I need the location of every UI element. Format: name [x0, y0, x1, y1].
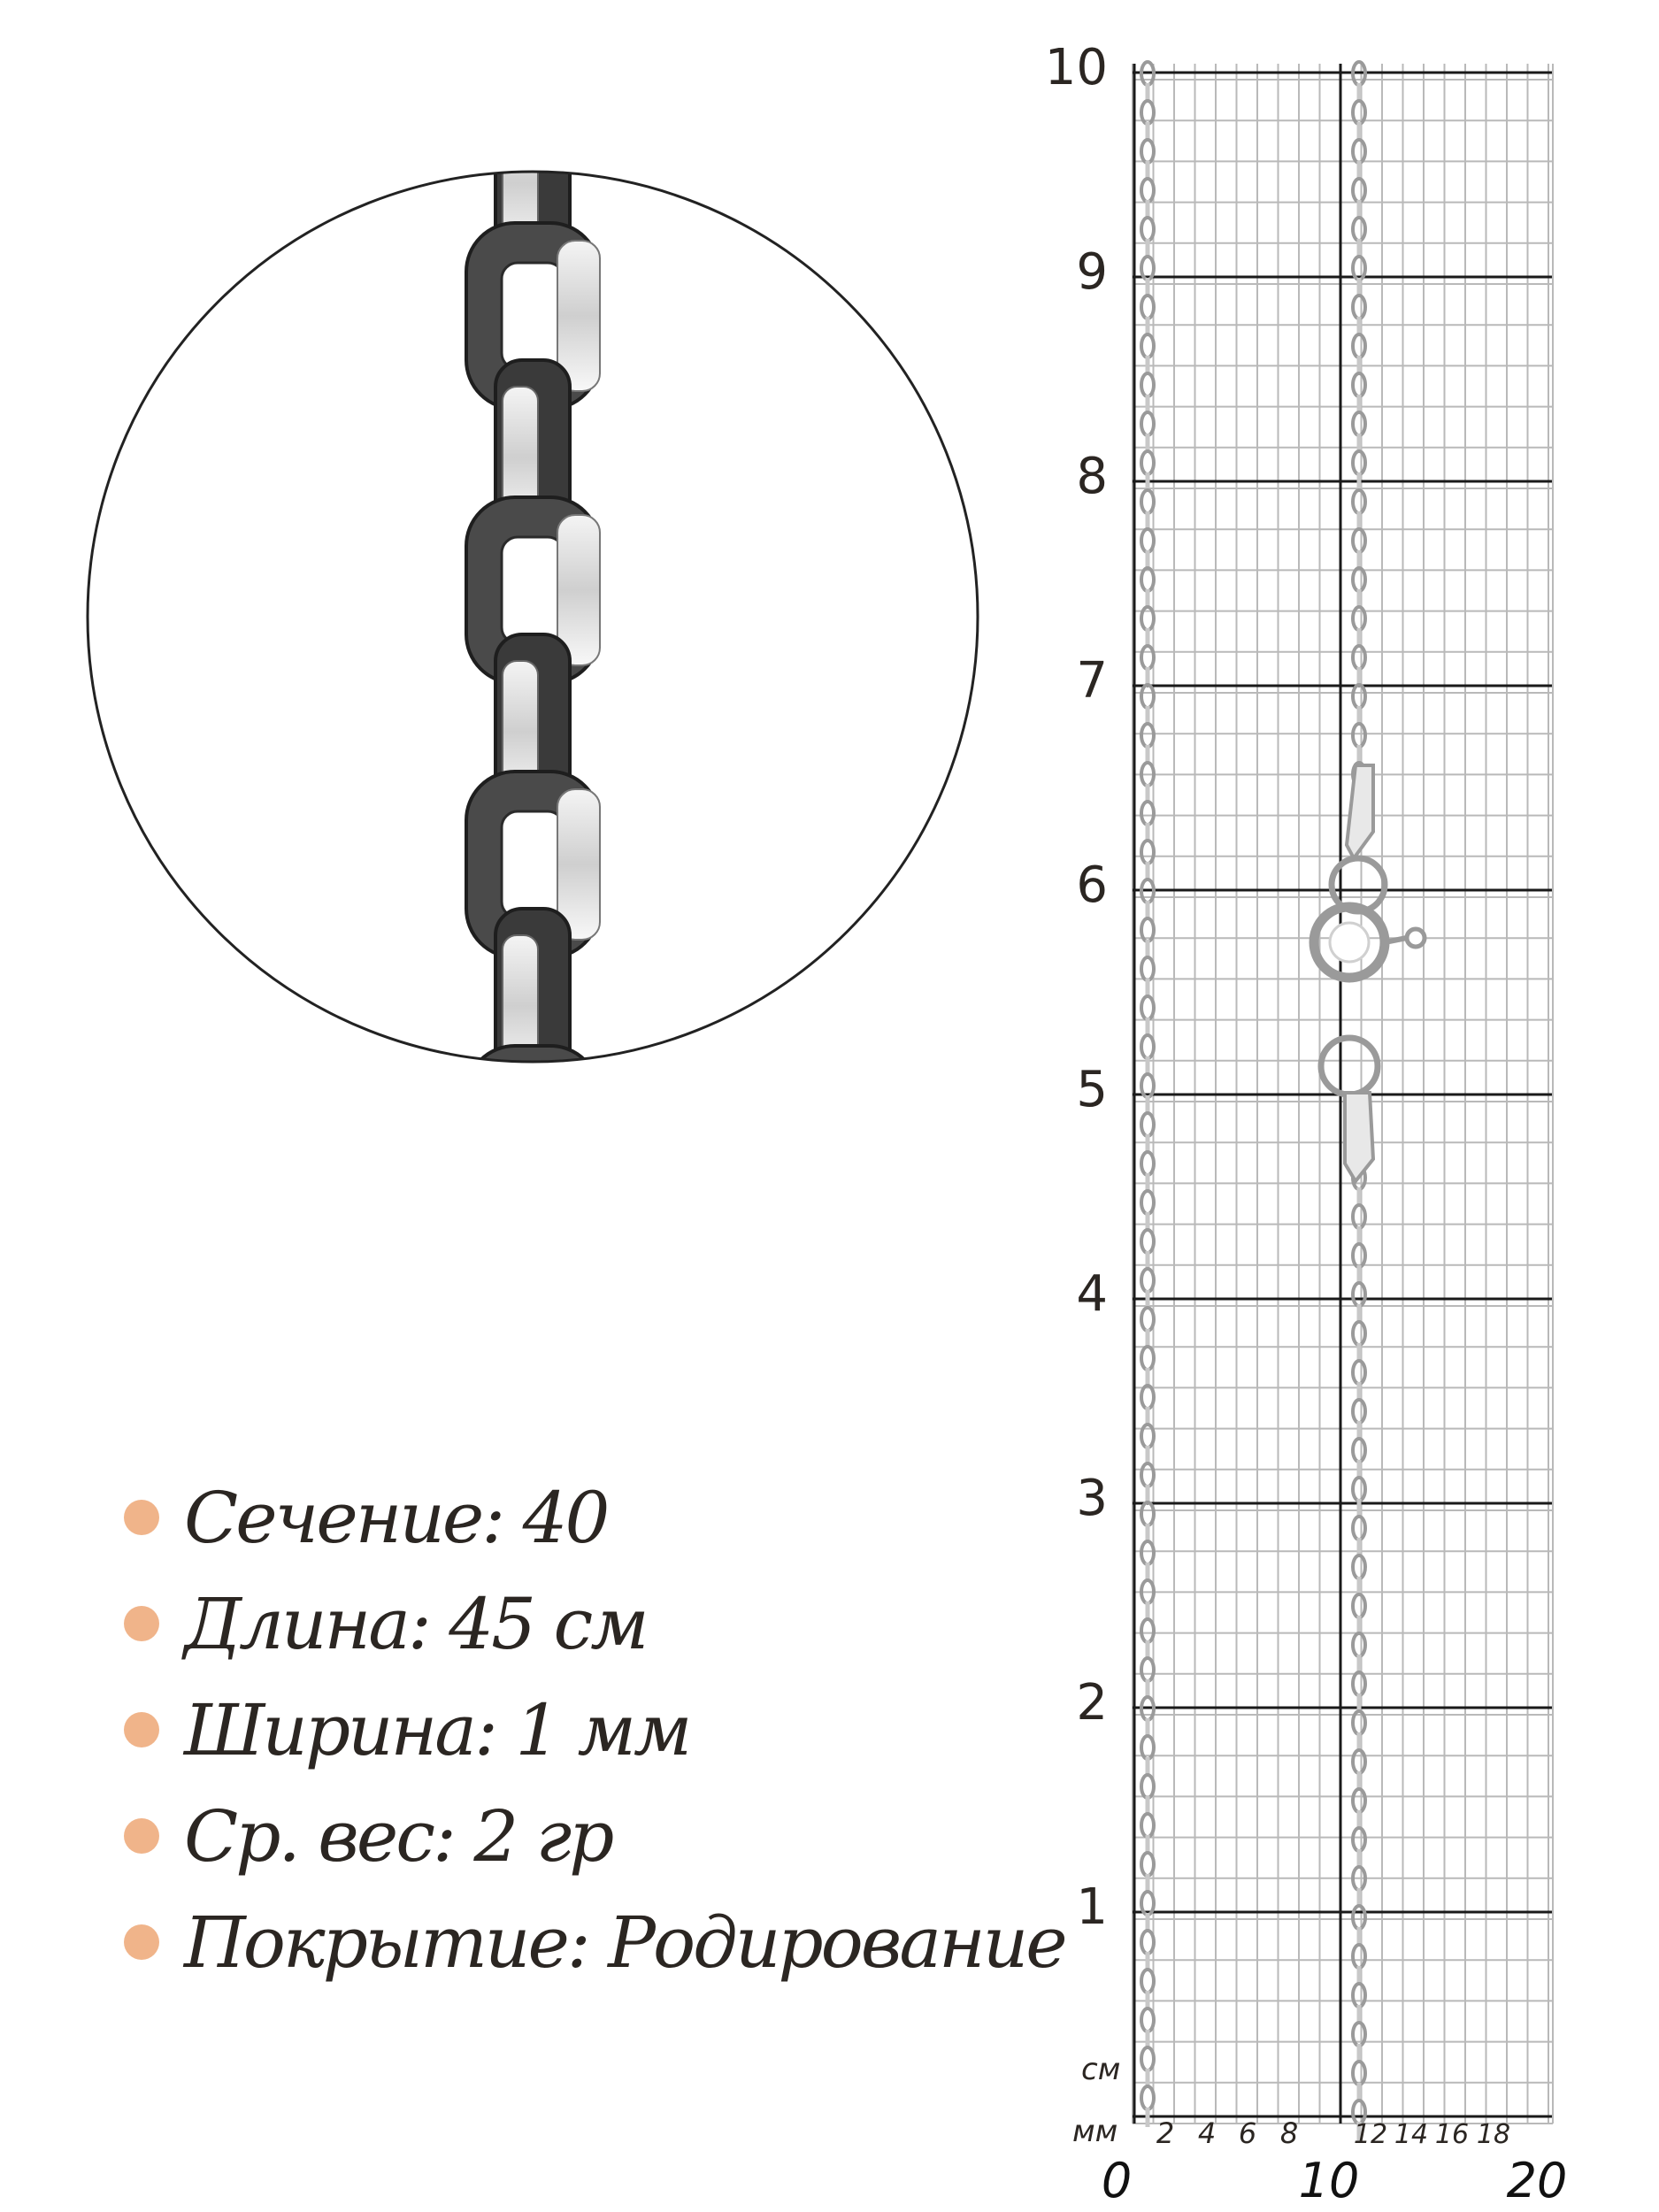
- mm-unit-label: мм: [1072, 2114, 1118, 2149]
- mm-tick-12: 12: [1353, 2119, 1388, 2150]
- spec-length-label: Длина: 45 см: [184, 1582, 647, 1665]
- spec-section-label: Сечение: 40: [184, 1476, 608, 1559]
- mm-tick-14: 14: [1394, 2119, 1429, 2150]
- mm-tick-2: 2: [1156, 2116, 1175, 2150]
- ruler-label-10: 10: [1044, 39, 1108, 96]
- bottom-tick-0: 0: [1101, 2153, 1133, 2203]
- mm-tick-18: 18: [1476, 2119, 1511, 2150]
- spec-item-weight: [124, 1783, 1009, 1889]
- ruler-label-1: 1: [1076, 1878, 1108, 1936]
- spec-weight-label: Ср. вес: 2 гр: [184, 1794, 612, 1878]
- bullet-icon: [124, 1712, 159, 1747]
- spec-item-coating: [124, 1889, 1065, 1995]
- ruler-label-3: 3: [1076, 1470, 1108, 1527]
- spec-item-length: [124, 1571, 1009, 1677]
- ruler-label-4: 4: [1076, 1265, 1108, 1323]
- ruler-label-6: 6: [1076, 856, 1108, 914]
- spec-item-section: [124, 1464, 1009, 1571]
- cm-unit-label: см: [1081, 2052, 1121, 2087]
- mm-tick-4: 4: [1197, 2116, 1217, 2150]
- spec-item-width: [124, 1677, 1009, 1783]
- bullet-icon: [124, 1924, 159, 1960]
- bullet-icon: [124, 1606, 159, 1641]
- bottom-tick-20: 20: [1506, 2153, 1568, 2203]
- mm-tick-16: 16: [1434, 2119, 1470, 2150]
- mm-tick-6: 6: [1238, 2116, 1257, 2150]
- spec-list: [124, 1464, 1065, 1995]
- ruler-label-9: 9: [1076, 243, 1108, 301]
- clasp-icon: [1314, 765, 1425, 1181]
- ruler-label-5: 5: [1076, 1061, 1108, 1118]
- spec-width-label: Ширина: 1 мм: [184, 1688, 690, 1771]
- ruler-label-2: 2: [1076, 1674, 1108, 1732]
- bullet-icon: [124, 1818, 159, 1854]
- measurement-ruler: [1044, 18, 1575, 2203]
- ruler-label-7: 7: [1076, 652, 1108, 710]
- ruler-label-8: 8: [1076, 448, 1108, 505]
- spec-coating-label: Покрытие: Родирование: [184, 1901, 1065, 1984]
- bullet-icon: [124, 1500, 159, 1535]
- chain-closeup-image: [86, 170, 979, 1064]
- mm-tick-8: 8: [1279, 2116, 1299, 2150]
- bottom-tick-10: 10: [1298, 2153, 1360, 2203]
